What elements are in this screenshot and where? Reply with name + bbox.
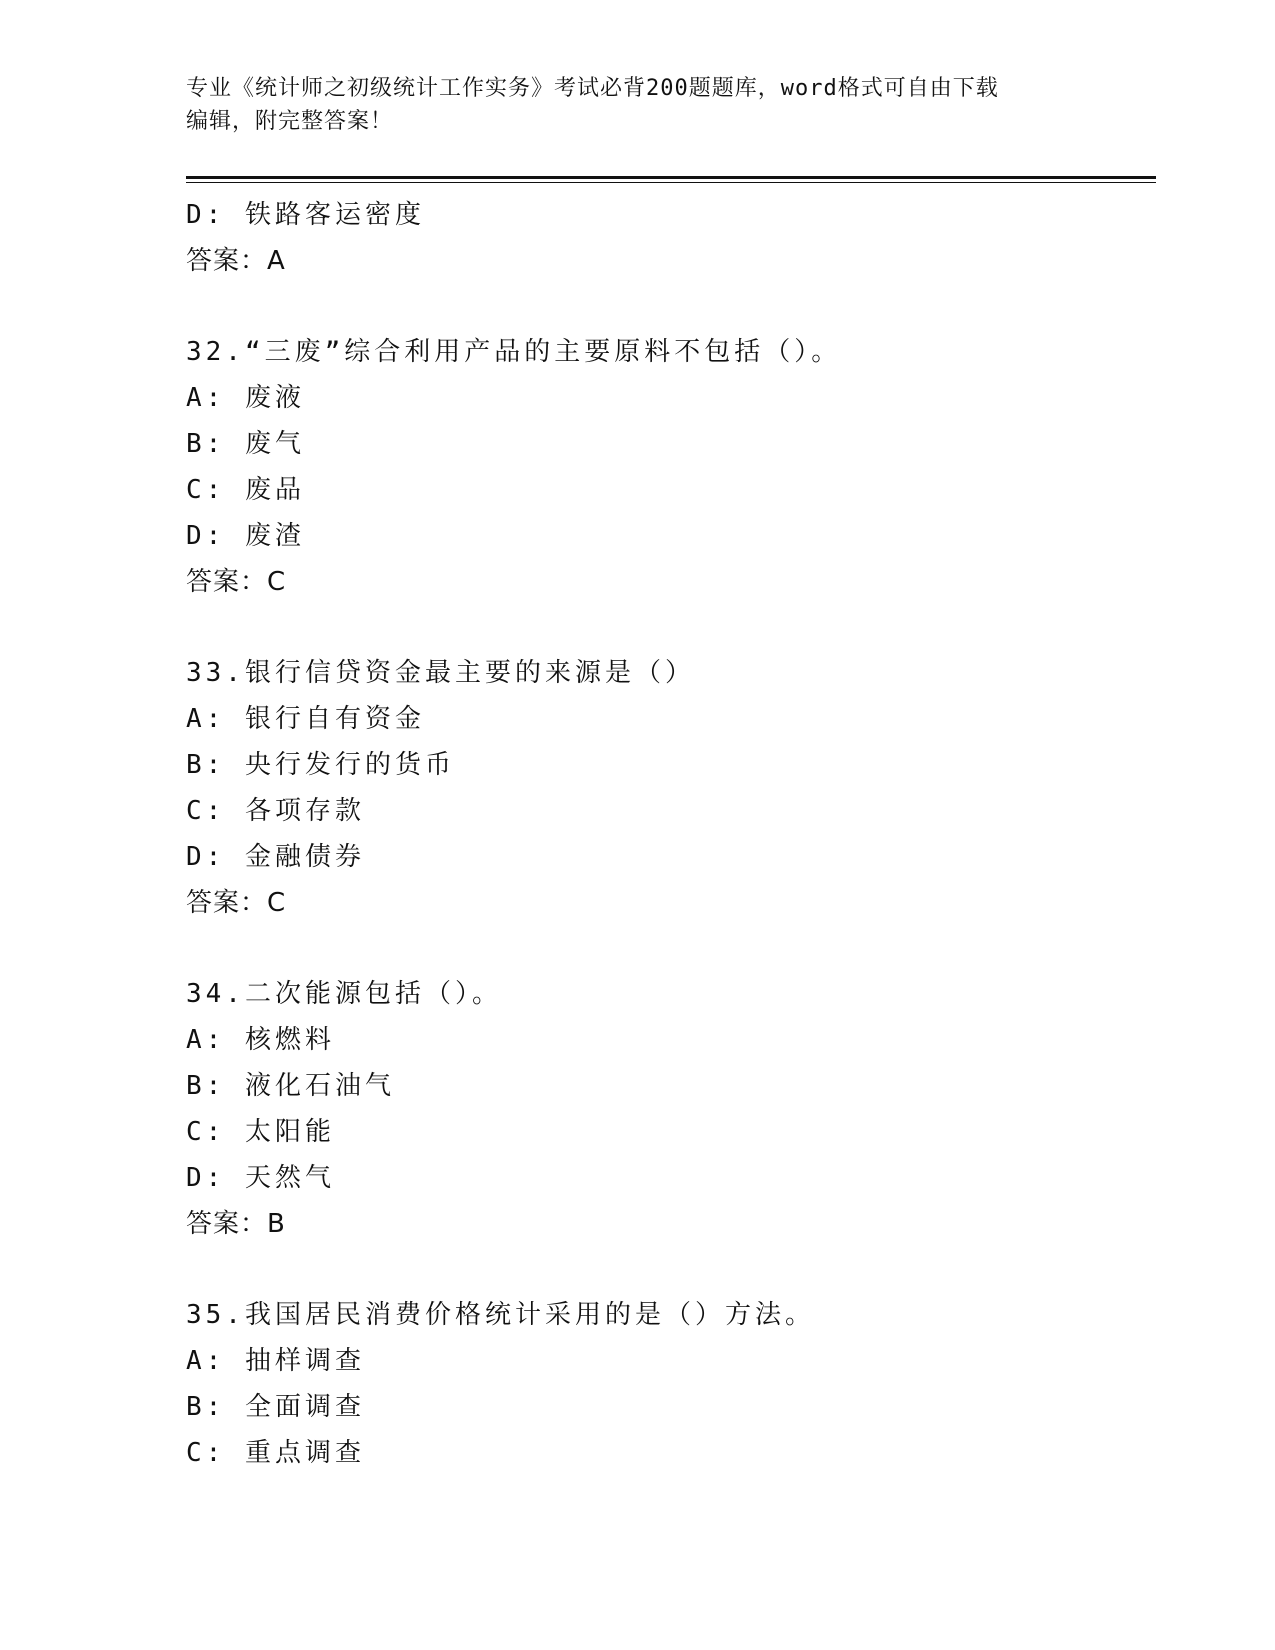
option-d: D: 金融债券: [186, 842, 365, 872]
option-b: B: 废气: [186, 429, 305, 459]
option-a: A: 银行自有资金: [186, 704, 425, 734]
option-a: A: 核燃料: [186, 1025, 335, 1055]
option-c: C: 太阳能: [186, 1117, 335, 1147]
document-header: [186, 72, 1076, 138]
option-d: D: 天然气: [186, 1163, 335, 1193]
answer-line: 答案：B: [186, 1209, 286, 1239]
option-b: B: 液化石油气: [186, 1071, 395, 1101]
answer-line: 答案：C: [186, 567, 287, 597]
option-c: C: 各项存款: [186, 796, 365, 826]
question-31-tail: [186, 192, 1156, 284]
option-b: B: 央行发行的货币: [186, 750, 455, 780]
header-line-2: 编辑，附完整答案！: [186, 109, 394, 134]
option-a: A: 废液: [186, 383, 305, 413]
option-b: B: 全面调查: [186, 1392, 365, 1422]
option-d: D: 废渣: [186, 521, 305, 551]
option-a: A: 抽样调查: [186, 1346, 365, 1376]
question-35: [186, 1292, 1156, 1476]
option-c: C: 废品: [186, 475, 305, 505]
header-line-1: 专业《统计师之初级统计工作实务》考试必背200题题库，word格式可自由下载: [186, 76, 999, 101]
spacer: [186, 605, 1156, 650]
option-c: C: 重点调查: [186, 1438, 365, 1468]
answer-line: 答案：C: [186, 888, 287, 918]
question-text: 32.“三废”综合利用产品的主要原料不包括（）。: [186, 337, 842, 367]
spacer: [186, 926, 1156, 971]
question-33: [186, 650, 1156, 926]
option-d: D: 铁路客运密度: [186, 200, 425, 230]
question-list: [186, 192, 1156, 1476]
answer-line: 答案：A: [186, 246, 286, 276]
question-text: 34.二次能源包括（）。: [186, 979, 502, 1009]
question-text: 33.银行信贷资金最主要的来源是（）: [186, 658, 695, 688]
header-rule-thin: [186, 182, 1156, 183]
question-34: [186, 971, 1156, 1247]
spacer: [186, 284, 1156, 329]
question-32: [186, 329, 1156, 605]
spacer: [186, 1247, 1156, 1292]
header-rule-thick: [186, 176, 1156, 179]
question-text: 35.我国居民消费价格统计采用的是（）方法。: [186, 1300, 815, 1330]
